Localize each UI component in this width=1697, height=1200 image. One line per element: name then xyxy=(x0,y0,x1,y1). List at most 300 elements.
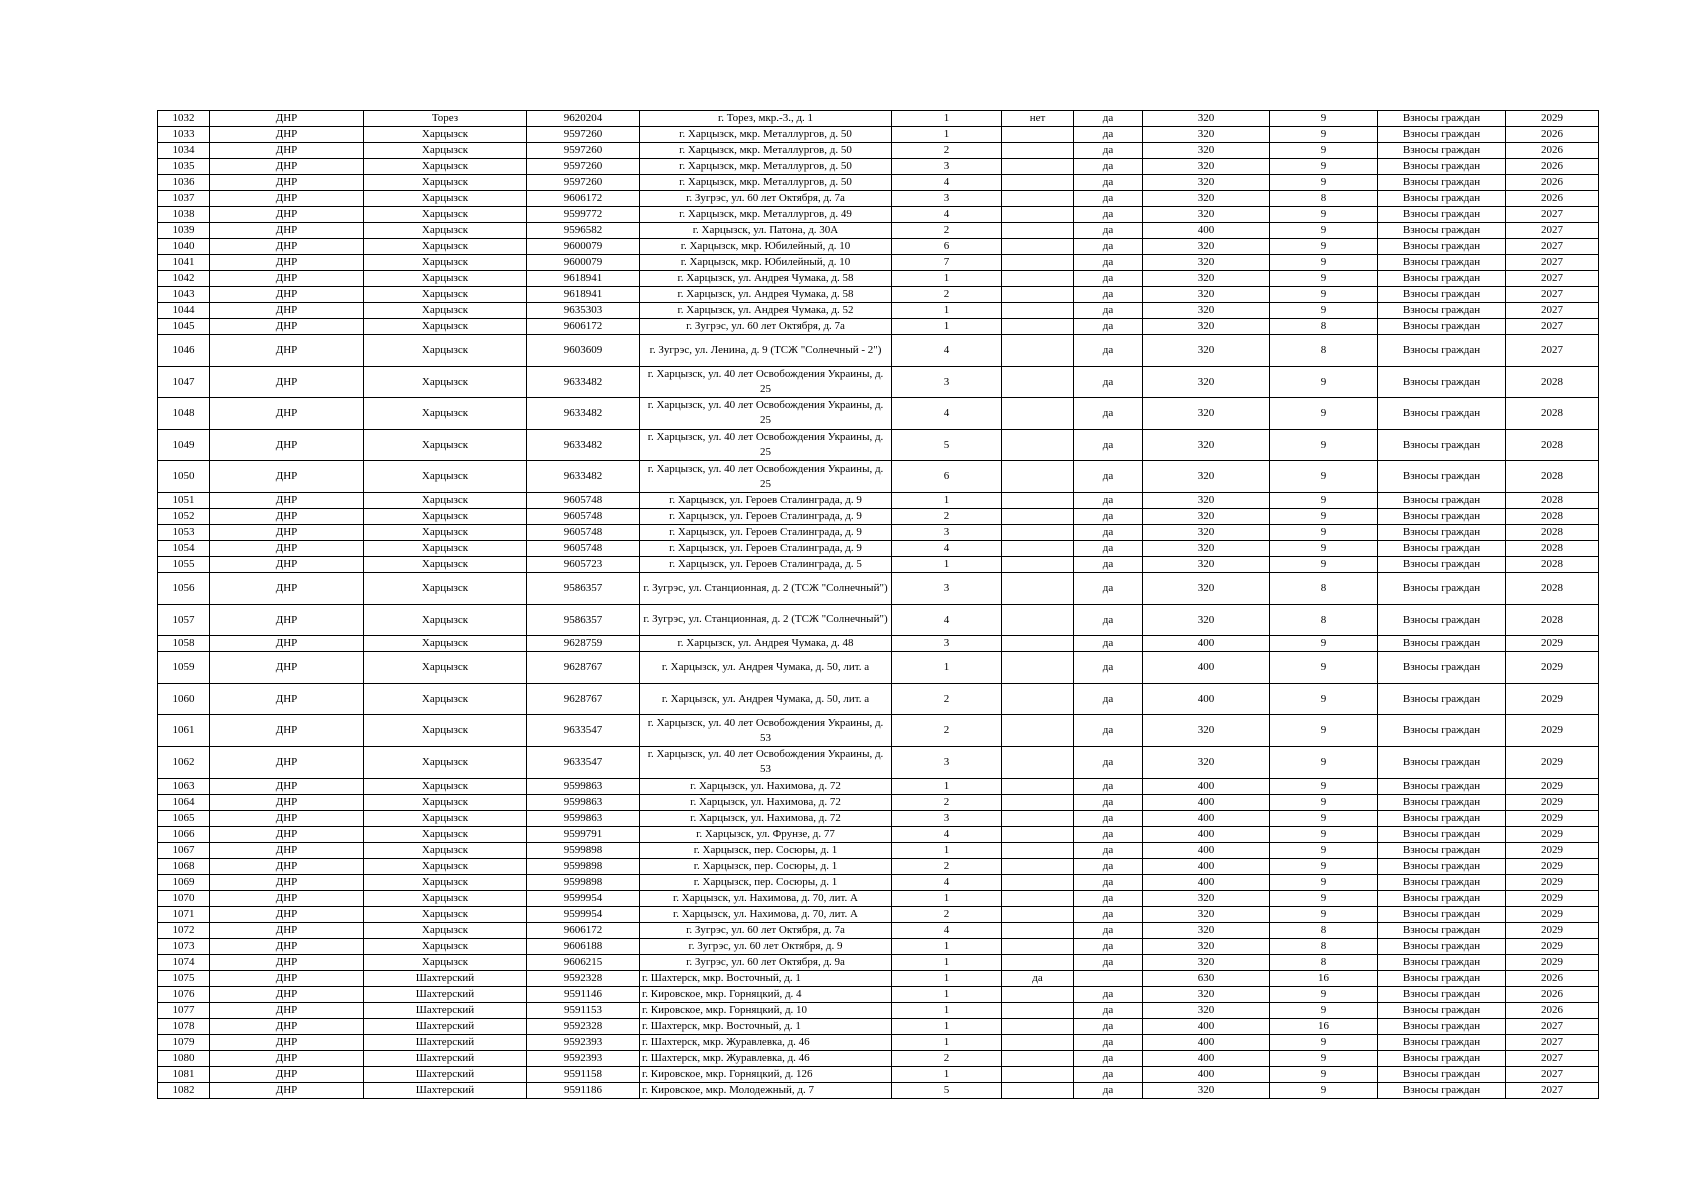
municipality-cell: Харцызск xyxy=(364,287,527,303)
funding-source-cell: Взносы граждан xyxy=(1378,683,1506,715)
year-cell: 2027 xyxy=(1506,1034,1599,1050)
funding-source-cell: Взносы граждан xyxy=(1378,746,1506,778)
flag-cell xyxy=(1002,1050,1074,1066)
year-cell: 2029 xyxy=(1506,746,1599,778)
year-cell: 2029 xyxy=(1506,938,1599,954)
funding-source-cell: Взносы граждан xyxy=(1378,335,1506,367)
table-row xyxy=(158,858,1599,874)
row-number-cell: 1075 xyxy=(158,970,210,986)
table-row xyxy=(158,335,1599,367)
year-cell: 2029 xyxy=(1506,715,1599,747)
capacity-cell: 400 xyxy=(1143,1050,1270,1066)
flag-cell: да xyxy=(1074,652,1143,684)
row-number-cell: 1049 xyxy=(158,429,210,461)
stops-cell: 9 xyxy=(1270,366,1378,398)
flag-cell xyxy=(1002,636,1074,652)
region-cell: ДНР xyxy=(210,429,364,461)
flag-cell xyxy=(1002,954,1074,970)
entrance-number-cell: 6 xyxy=(892,461,1002,493)
year-cell: 2028 xyxy=(1506,429,1599,461)
address-cell: г. Харцызск, ул. 40 лет Освобождения Украины, д. 53 xyxy=(640,715,892,747)
year-cell: 2028 xyxy=(1506,604,1599,636)
stops-cell: 9 xyxy=(1270,556,1378,572)
stops-cell: 9 xyxy=(1270,1082,1378,1098)
table-row xyxy=(158,874,1599,890)
entrance-number-cell: 3 xyxy=(892,159,1002,175)
flag-cell: да xyxy=(1074,746,1143,778)
address-cell: г. Харцызск, ул. Андрея Чумака, д. 48 xyxy=(640,636,892,652)
municipality-cell: Харцызск xyxy=(364,524,527,540)
table-row xyxy=(158,1002,1599,1018)
building-code-cell: 9633547 xyxy=(527,715,640,747)
municipality-cell: Харцызск xyxy=(364,319,527,335)
row-number-cell: 1033 xyxy=(158,127,210,143)
funding-source-cell: Взносы граждан xyxy=(1378,636,1506,652)
year-cell: 2026 xyxy=(1506,191,1599,207)
region-cell: ДНР xyxy=(210,922,364,938)
region-cell: ДНР xyxy=(210,461,364,493)
building-code-cell: 9603609 xyxy=(527,335,640,367)
year-cell: 2029 xyxy=(1506,874,1599,890)
stops-cell: 9 xyxy=(1270,746,1378,778)
capacity-cell: 320 xyxy=(1143,111,1270,127)
stops-cell: 9 xyxy=(1270,207,1378,223)
flag-cell: да xyxy=(1074,556,1143,572)
stops-cell: 8 xyxy=(1270,938,1378,954)
row-number-cell: 1039 xyxy=(158,223,210,239)
region-cell: ДНР xyxy=(210,938,364,954)
stops-cell: 9 xyxy=(1270,159,1378,175)
stops-cell: 9 xyxy=(1270,175,1378,191)
year-cell: 2026 xyxy=(1506,175,1599,191)
row-number-cell: 1056 xyxy=(158,572,210,604)
municipality-cell: Шахтерский xyxy=(364,970,527,986)
flag-cell xyxy=(1002,890,1074,906)
flag-cell: да xyxy=(1074,461,1143,493)
flag-cell xyxy=(1002,1018,1074,1034)
table-row xyxy=(158,652,1599,684)
stops-cell: 9 xyxy=(1270,303,1378,319)
table-row xyxy=(158,572,1599,604)
municipality-cell: Харцызск xyxy=(364,683,527,715)
row-number-cell: 1063 xyxy=(158,778,210,794)
year-cell: 2028 xyxy=(1506,398,1599,430)
address-cell: г. Зугрэс, ул. Станционная, д. 2 (ТСЖ "Солнечный") xyxy=(640,604,892,636)
row-number-cell: 1047 xyxy=(158,366,210,398)
address-cell: г. Харцызск, мкр. Металлургов, д. 50 xyxy=(640,159,892,175)
stops-cell: 9 xyxy=(1270,890,1378,906)
stops-cell: 9 xyxy=(1270,540,1378,556)
funding-source-cell: Взносы граждан xyxy=(1378,429,1506,461)
stops-cell: 8 xyxy=(1270,954,1378,970)
flag-cell xyxy=(1002,922,1074,938)
municipality-cell: Харцызск xyxy=(364,652,527,684)
flag-cell: да xyxy=(1074,429,1143,461)
flag-cell xyxy=(1002,239,1074,255)
stops-cell: 8 xyxy=(1270,191,1378,207)
address-cell: г. Харцызск, мкр. Юбилейный, д. 10 xyxy=(640,255,892,271)
stops-cell: 9 xyxy=(1270,874,1378,890)
flag-cell: да xyxy=(1074,143,1143,159)
flag-cell xyxy=(1002,1082,1074,1098)
table-row xyxy=(158,810,1599,826)
flag-cell xyxy=(1002,319,1074,335)
region-cell: ДНР xyxy=(210,652,364,684)
building-code-cell: 9599863 xyxy=(527,778,640,794)
year-cell: 2028 xyxy=(1506,556,1599,572)
table-row xyxy=(158,938,1599,954)
capacity-cell: 320 xyxy=(1143,398,1270,430)
row-number-cell: 1067 xyxy=(158,842,210,858)
address-cell: г. Зугрэс, ул. Ленина, д. 9 (ТСЖ "Солнечный - 2") xyxy=(640,335,892,367)
entrance-number-cell: 3 xyxy=(892,810,1002,826)
table-row xyxy=(158,429,1599,461)
entrance-number-cell: 1 xyxy=(892,954,1002,970)
building-code-cell: 9600079 xyxy=(527,255,640,271)
year-cell: 2027 xyxy=(1506,239,1599,255)
building-code-cell: 9620204 xyxy=(527,111,640,127)
address-cell: г. Кировское, мкр. Горняцкий, д. 126 xyxy=(640,1066,892,1082)
building-code-cell: 9597260 xyxy=(527,143,640,159)
region-cell: ДНР xyxy=(210,636,364,652)
capacity-cell: 320 xyxy=(1143,1002,1270,1018)
stops-cell: 9 xyxy=(1270,652,1378,684)
capacity-cell: 320 xyxy=(1143,922,1270,938)
funding-source-cell: Взносы граждан xyxy=(1378,540,1506,556)
address-cell: г. Харцызск, ул. Нахимова, д. 72 xyxy=(640,794,892,810)
table-row xyxy=(158,159,1599,175)
flag-cell: да xyxy=(1074,524,1143,540)
year-cell: 2028 xyxy=(1506,572,1599,604)
address-cell: г. Торез, мкр.-3., д. 1 xyxy=(640,111,892,127)
municipality-cell: Шахтерский xyxy=(364,1066,527,1082)
region-cell: ДНР xyxy=(210,175,364,191)
table-row xyxy=(158,1066,1599,1082)
funding-source-cell: Взносы граждан xyxy=(1378,111,1506,127)
year-cell: 2027 xyxy=(1506,1050,1599,1066)
region-cell: ДНР xyxy=(210,223,364,239)
flag-cell: да xyxy=(1074,604,1143,636)
entrance-number-cell: 1 xyxy=(892,1034,1002,1050)
building-code-cell: 9592393 xyxy=(527,1050,640,1066)
funding-source-cell: Взносы граждан xyxy=(1378,223,1506,239)
row-number-cell: 1072 xyxy=(158,922,210,938)
year-cell: 2026 xyxy=(1506,127,1599,143)
municipality-cell: Харцызск xyxy=(364,778,527,794)
entrance-number-cell: 3 xyxy=(892,746,1002,778)
entrance-number-cell: 2 xyxy=(892,858,1002,874)
row-number-cell: 1065 xyxy=(158,810,210,826)
flag-cell xyxy=(1002,938,1074,954)
region-cell: ДНР xyxy=(210,255,364,271)
municipality-cell: Харцызск xyxy=(364,366,527,398)
table-row xyxy=(158,398,1599,430)
row-number-cell: 1064 xyxy=(158,794,210,810)
year-cell: 2027 xyxy=(1506,1066,1599,1082)
row-number-cell: 1057 xyxy=(158,604,210,636)
entrance-number-cell: 1 xyxy=(892,938,1002,954)
municipality-cell: Харцызск xyxy=(364,922,527,938)
flag-cell xyxy=(1002,335,1074,367)
flag-cell: да xyxy=(1074,398,1143,430)
stops-cell: 9 xyxy=(1270,429,1378,461)
row-number-cell: 1061 xyxy=(158,715,210,747)
capacity-cell: 320 xyxy=(1143,1082,1270,1098)
capacity-cell: 630 xyxy=(1143,970,1270,986)
flag-cell xyxy=(1002,191,1074,207)
municipality-cell: Харцызск xyxy=(364,429,527,461)
region-cell: ДНР xyxy=(210,794,364,810)
row-number-cell: 1080 xyxy=(158,1050,210,1066)
row-number-cell: 1054 xyxy=(158,540,210,556)
stops-cell: 8 xyxy=(1270,335,1378,367)
year-cell: 2028 xyxy=(1506,508,1599,524)
building-code-cell: 9628767 xyxy=(527,683,640,715)
region-cell: ДНР xyxy=(210,954,364,970)
capacity-cell: 320 xyxy=(1143,604,1270,636)
municipality-cell: Харцызск xyxy=(364,508,527,524)
capacity-cell: 320 xyxy=(1143,319,1270,335)
address-cell: г. Харцызск, ул. Героев Сталинграда, д. 9 xyxy=(640,524,892,540)
flag-cell xyxy=(1002,906,1074,922)
funding-source-cell: Взносы граждан xyxy=(1378,604,1506,636)
table-row xyxy=(158,303,1599,319)
municipality-cell: Харцызск xyxy=(364,175,527,191)
year-cell: 2028 xyxy=(1506,366,1599,398)
capacity-cell: 320 xyxy=(1143,429,1270,461)
building-code-cell: 9605748 xyxy=(527,508,640,524)
table-row xyxy=(158,524,1599,540)
entrance-number-cell: 2 xyxy=(892,223,1002,239)
region-cell: ДНР xyxy=(210,890,364,906)
flag-cell: да xyxy=(1074,683,1143,715)
flag-cell: да xyxy=(1074,159,1143,175)
stops-cell: 9 xyxy=(1270,858,1378,874)
region-cell: ДНР xyxy=(210,1018,364,1034)
municipality-cell: Харцызск xyxy=(364,572,527,604)
building-code-cell: 9597260 xyxy=(527,127,640,143)
funding-source-cell: Взносы граждан xyxy=(1378,556,1506,572)
address-cell: г. Зугрэс, ул. 60 лет Октября, д. 9 xyxy=(640,938,892,954)
entrance-number-cell: 2 xyxy=(892,508,1002,524)
capacity-cell: 320 xyxy=(1143,271,1270,287)
funding-source-cell: Взносы граждан xyxy=(1378,366,1506,398)
building-code-cell: 9606172 xyxy=(527,191,640,207)
building-code-cell: 9599898 xyxy=(527,858,640,874)
year-cell: 2026 xyxy=(1506,970,1599,986)
flag-cell: да xyxy=(1074,810,1143,826)
flag-cell: да xyxy=(1074,191,1143,207)
stops-cell: 9 xyxy=(1270,127,1378,143)
building-code-cell: 9600079 xyxy=(527,239,640,255)
funding-source-cell: Взносы граждан xyxy=(1378,191,1506,207)
municipality-cell: Харцызск xyxy=(364,604,527,636)
flag-cell: да xyxy=(1074,239,1143,255)
address-cell: г. Харцызск, ул. 40 лет Освобождения Украины, д. 25 xyxy=(640,461,892,493)
entrance-number-cell: 5 xyxy=(892,429,1002,461)
building-code-cell: 9591186 xyxy=(527,1082,640,1098)
funding-source-cell: Взносы граждан xyxy=(1378,1034,1506,1050)
capacity-cell: 320 xyxy=(1143,540,1270,556)
row-number-cell: 1078 xyxy=(158,1018,210,1034)
entrance-number-cell: 2 xyxy=(892,1050,1002,1066)
address-cell: г. Харцызск, пер. Сосюры, д. 1 xyxy=(640,858,892,874)
year-cell: 2029 xyxy=(1506,906,1599,922)
row-number-cell: 1034 xyxy=(158,143,210,159)
flag-cell xyxy=(1002,556,1074,572)
row-number-cell: 1046 xyxy=(158,335,210,367)
address-cell: г. Кировское, мкр. Горняцкий, д. 10 xyxy=(640,1002,892,1018)
municipality-cell: Харцызск xyxy=(364,492,527,508)
building-code-cell: 9592393 xyxy=(527,1034,640,1050)
funding-source-cell: Взносы граждан xyxy=(1378,255,1506,271)
address-cell: г. Харцызск, мкр. Металлургов, д. 50 xyxy=(640,143,892,159)
capacity-cell: 320 xyxy=(1143,715,1270,747)
stops-cell: 8 xyxy=(1270,604,1378,636)
funding-source-cell: Взносы граждан xyxy=(1378,890,1506,906)
row-number-cell: 1051 xyxy=(158,492,210,508)
stops-cell: 9 xyxy=(1270,239,1378,255)
entrance-number-cell: 4 xyxy=(892,922,1002,938)
capacity-cell: 320 xyxy=(1143,366,1270,398)
row-number-cell: 1062 xyxy=(158,746,210,778)
stops-cell: 9 xyxy=(1270,636,1378,652)
table-row xyxy=(158,461,1599,493)
flag-cell: да xyxy=(1074,954,1143,970)
funding-source-cell: Взносы граждан xyxy=(1378,1082,1506,1098)
table-row xyxy=(158,508,1599,524)
entrance-number-cell: 3 xyxy=(892,524,1002,540)
entrance-number-cell: 2 xyxy=(892,143,1002,159)
funding-source-cell: Взносы граждан xyxy=(1378,398,1506,430)
flag-cell: да xyxy=(1074,842,1143,858)
entrance-number-cell: 2 xyxy=(892,683,1002,715)
row-number-cell: 1060 xyxy=(158,683,210,715)
stops-cell: 9 xyxy=(1270,715,1378,747)
stops-cell: 9 xyxy=(1270,255,1378,271)
year-cell: 2027 xyxy=(1506,303,1599,319)
building-code-cell: 9597260 xyxy=(527,175,640,191)
address-cell: г. Харцызск, ул. Андрея Чумака, д. 50, лит. а xyxy=(640,683,892,715)
capacity-cell: 320 xyxy=(1143,986,1270,1002)
flag-cell: да xyxy=(1002,970,1074,986)
building-code-cell: 9606215 xyxy=(527,954,640,970)
year-cell: 2028 xyxy=(1506,492,1599,508)
address-cell: г. Харцызск, ул. Героев Сталинграда, д. 9 xyxy=(640,492,892,508)
address-cell: г. Харцызск, мкр. Металлургов, д. 49 xyxy=(640,207,892,223)
capacity-cell: 320 xyxy=(1143,572,1270,604)
row-number-cell: 1037 xyxy=(158,191,210,207)
table-row xyxy=(158,954,1599,970)
flag-cell: да xyxy=(1074,922,1143,938)
flag-cell: да xyxy=(1074,572,1143,604)
row-number-cell: 1048 xyxy=(158,398,210,430)
flag-cell xyxy=(1002,858,1074,874)
stops-cell: 9 xyxy=(1270,683,1378,715)
region-cell: ДНР xyxy=(210,1082,364,1098)
municipality-cell: Харцызск xyxy=(364,890,527,906)
address-cell: г. Харцызск, ул. 40 лет Освобождения Украины, д. 25 xyxy=(640,366,892,398)
stops-cell: 9 xyxy=(1270,906,1378,922)
municipality-cell: Харцызск xyxy=(364,159,527,175)
address-cell: г. Шахтерск, мкр. Журавлевка, д. 46 xyxy=(640,1050,892,1066)
capacity-cell: 320 xyxy=(1143,207,1270,223)
entrance-number-cell: 1 xyxy=(892,271,1002,287)
flag-cell: да xyxy=(1074,271,1143,287)
region-cell: ДНР xyxy=(210,508,364,524)
building-code-cell: 9633482 xyxy=(527,461,640,493)
flag-cell xyxy=(1002,127,1074,143)
flag-cell: да xyxy=(1074,1050,1143,1066)
address-cell: г. Шахтерск, мкр. Журавлевка, д. 46 xyxy=(640,1034,892,1050)
municipality-cell: Харцызск xyxy=(364,223,527,239)
row-number-cell: 1044 xyxy=(158,303,210,319)
funding-source-cell: Взносы граждан xyxy=(1378,1066,1506,1082)
entrance-number-cell: 3 xyxy=(892,366,1002,398)
building-code-cell: 9592328 xyxy=(527,970,640,986)
table-row xyxy=(158,127,1599,143)
flag-cell xyxy=(1002,874,1074,890)
address-cell: г. Харцызск, ул. Андрея Чумака, д. 58 xyxy=(640,271,892,287)
flag-cell xyxy=(1002,223,1074,239)
address-cell: г. Харцызск, мкр. Металлургов, д. 50 xyxy=(640,127,892,143)
address-cell: г. Харцызск, ул. Нахимова, д. 72 xyxy=(640,810,892,826)
stops-cell: 9 xyxy=(1270,143,1378,159)
flag-cell: да xyxy=(1074,508,1143,524)
row-number-cell: 1045 xyxy=(158,319,210,335)
flag-cell: да xyxy=(1074,794,1143,810)
region-cell: ДНР xyxy=(210,127,364,143)
address-cell: г. Харцызск, ул. Патона, д. 30А xyxy=(640,223,892,239)
capacity-cell: 320 xyxy=(1143,239,1270,255)
entrance-number-cell: 4 xyxy=(892,604,1002,636)
funding-source-cell: Взносы граждан xyxy=(1378,794,1506,810)
municipality-cell: Харцызск xyxy=(364,938,527,954)
capacity-cell: 400 xyxy=(1143,1018,1270,1034)
region-cell: ДНР xyxy=(210,826,364,842)
flag-cell: да xyxy=(1074,938,1143,954)
entrance-number-cell: 3 xyxy=(892,636,1002,652)
region-cell: ДНР xyxy=(210,540,364,556)
address-cell: г. Харцызск, пер. Сосюры, д. 1 xyxy=(640,874,892,890)
stops-cell: 16 xyxy=(1270,1018,1378,1034)
funding-source-cell: Взносы граждан xyxy=(1378,652,1506,684)
municipality-cell: Харцызск xyxy=(364,746,527,778)
row-number-cell: 1043 xyxy=(158,287,210,303)
year-cell: 2029 xyxy=(1506,683,1599,715)
building-code-cell: 9597260 xyxy=(527,159,640,175)
flag-cell: да xyxy=(1074,1002,1143,1018)
capacity-cell: 400 xyxy=(1143,810,1270,826)
flag-cell xyxy=(1002,429,1074,461)
municipality-cell: Харцызск xyxy=(364,271,527,287)
municipality-cell: Харцызск xyxy=(364,906,527,922)
flag-cell: да xyxy=(1074,287,1143,303)
stops-cell: 9 xyxy=(1270,1034,1378,1050)
stops-cell: 9 xyxy=(1270,794,1378,810)
year-cell: 2027 xyxy=(1506,207,1599,223)
flag-cell: да xyxy=(1074,826,1143,842)
capacity-cell: 320 xyxy=(1143,508,1270,524)
capacity-cell: 400 xyxy=(1143,636,1270,652)
funding-source-cell: Взносы граждан xyxy=(1378,319,1506,335)
entrance-number-cell: 2 xyxy=(892,794,1002,810)
entrance-number-cell: 1 xyxy=(892,986,1002,1002)
row-number-cell: 1059 xyxy=(158,652,210,684)
capacity-cell: 320 xyxy=(1143,954,1270,970)
municipality-cell: Харцызск xyxy=(364,636,527,652)
address-cell: г. Харцызск, мкр. Металлургов, д. 50 xyxy=(640,175,892,191)
